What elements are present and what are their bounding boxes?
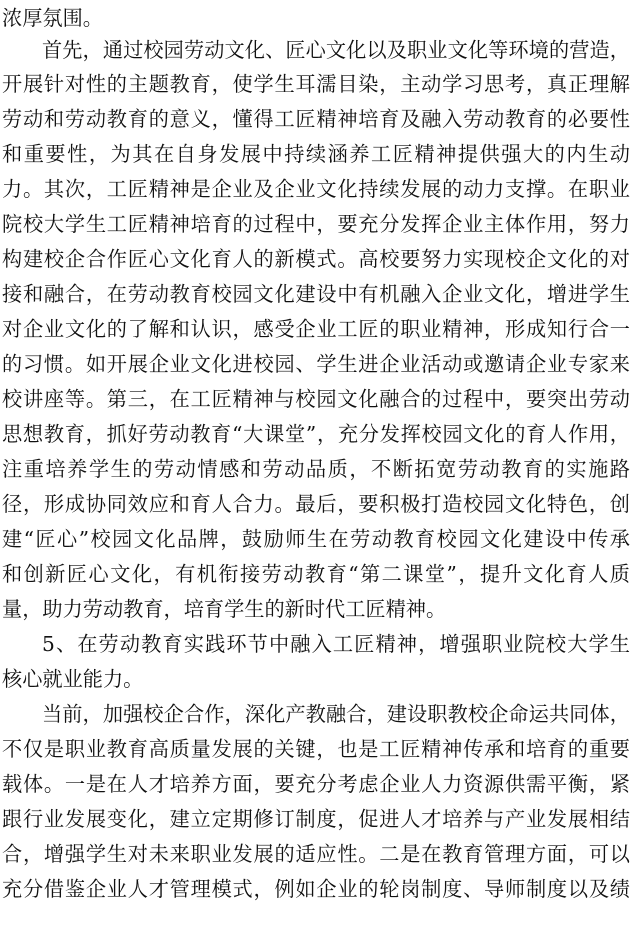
paragraph-first-line: 首先，通过校园劳动文化、匠心文化以及职业文化等环境的营造， (42, 38, 630, 62)
text-line: 载体。一是在人才培养方面，要充分考虑企业人力资源供需平衡，紧 (2, 772, 630, 796)
text-line: 注重培养学生的劳动情感和劳动品质，不断拓宽劳动教育的实施路 (2, 457, 630, 481)
text-line: 对企业文化的了解和认识，感受企业工匠的职业精神，形成知行合一 (2, 317, 630, 341)
text-line: 构建校企合作匠心文化育人的新模式。高校要努力实现校企文化的对 (2, 247, 630, 271)
text-line: 不仅是职业教育高质量发展的关键，也是工匠精神传承和培育的重要 (2, 737, 630, 761)
text-line: 劳动和劳动教育的意义，懂得工匠精神培育及融入劳动教育的必要性 (2, 107, 630, 131)
text-line: 跟行业发展变化，建立定期修订制度，促进人才培养与产业发展相结 (2, 807, 630, 831)
text-line: 校讲座等。第三，在工匠精神与校园文化融合的过程中，要突出劳动 (2, 387, 630, 411)
text-line: 接和融合，在劳动教育校园文化建设中有机融入企业文化，增进学生 (2, 282, 630, 306)
document-page (2, 0, 630, 936)
text-line: 充分借鉴企业人才管理模式，例如企业的轮岗制度、导师制度以及绩 (2, 877, 630, 901)
text-line: 合，增强学生对未来职业发展的适应性。二是在教育管理方面，可以 (2, 842, 630, 866)
text-line: 和重要性，为其在自身发展中持续涵养工匠精神提供强大的内生动 (2, 142, 630, 166)
section-heading-line: 5、在劳动教育实践环节中融入工匠精神，增强职业院校大学生 (42, 632, 630, 656)
paragraph-first-line: 当前，加强校企合作，深化产教融合，建设职教校企命运共同体， (42, 702, 630, 726)
text-line: 的习惯。如开展企业文化进校园、学生进企业活动或邀请企业专家来 (2, 352, 630, 376)
text-line: 院校大学生工匠精神培育的过程中，要充分发挥企业主体作用，努力 (2, 212, 630, 236)
text-line: 开展针对性的主题教育，使学生耳濡目染，主动学习思考，真正理解 (2, 72, 630, 96)
paragraph-last-line: 量，助力劳动教育，培育学生的新时代工匠精神。 (2, 597, 447, 621)
text-line: 建“匠心”校园文化品牌，鼓励师生在劳动教育校园文化建设中传承 (2, 527, 630, 551)
text-line: 思想教育，抓好劳动教育“大课堂”，充分发挥校园文化的育人作用， (2, 422, 630, 446)
text-line: 力。其次，工匠精神是企业及企业文化持续发展的动力支撑。在职业 (2, 177, 630, 201)
paragraph-tail-line: 浓厚氛围。 (2, 6, 103, 30)
text-line: 和创新匠心文化，有机衔接劳动教育“第二课堂”，提升文化育人质 (2, 562, 630, 586)
section-heading-last-line: 核心就业能力。 (2, 667, 144, 691)
text-line: 径，形成协同效应和育人合力。最后，要积极打造校园文化特色，创 (2, 492, 630, 516)
